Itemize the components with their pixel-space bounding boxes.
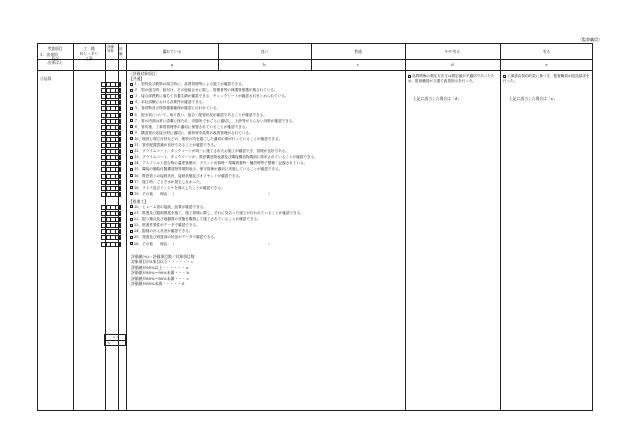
rating-boxes[interactable]	[101, 242, 121, 247]
checkbox-icon[interactable]	[130, 119, 133, 122]
checkbox-icon[interactable]	[130, 236, 133, 239]
percent-box: ａ ｂ ％	[104, 334, 126, 346]
check-item-label: 13．プライムコート、タックコートが、既設構造物表面及び隣接構造物端面に塗布されていることが確認できる。	[134, 155, 318, 160]
check-item[interactable]	[130, 113, 267, 118]
check-item[interactable]	[130, 235, 218, 240]
grade-letter-a: a	[170, 62, 174, 67]
check-item[interactable]	[130, 137, 282, 142]
check-item[interactable]	[130, 217, 261, 222]
checkbox-icon[interactable]	[130, 218, 133, 221]
section-common: 【共通】	[129, 76, 145, 81]
grade-label-a: 優れている	[162, 49, 182, 54]
check-item[interactable]	[130, 131, 253, 136]
rating-boxes[interactable]	[101, 131, 121, 136]
e-condition: 工事請負契約約款に基づき、監督職員が改造請求を行った。	[503, 74, 590, 83]
check-item[interactable]	[130, 106, 220, 111]
check-item-label: ９．構造管の応接分材に適切に、維持材を品質の改善管理がされている。	[134, 130, 253, 135]
rating-boxes[interactable]	[101, 167, 121, 172]
top-right-note: （監督職員）	[578, 37, 602, 42]
section-push: 【推進工】	[129, 198, 148, 204]
scoring-line: 評価値(%)＝評価項目数／対象項目数	[131, 253, 195, 259]
checkbox-icon[interactable]	[130, 162, 133, 165]
percent-sign: ％	[107, 341, 111, 345]
grade-letter-c: c	[356, 62, 360, 67]
d-condition: 品質関係の測定方法又は測定値が不適切であったため、監督職員が文書で改善指示を行った。	[408, 74, 495, 83]
check-item-label: 17．施工時、ごとで水が発生しなかった。	[134, 179, 204, 184]
checkbox-icon[interactable]	[130, 150, 133, 153]
e-checkbox[interactable]	[503, 75, 506, 78]
check-item[interactable]	[130, 149, 289, 154]
scoring-line: 評価値が80%～90%未満・・・ｂ	[131, 270, 190, 276]
checkbox-icon[interactable]	[130, 131, 133, 134]
check-item-label: 11．管布配置認識が良好であることが確認できる。	[134, 143, 218, 147]
check-item[interactable]	[130, 82, 245, 87]
check-item[interactable]	[130, 229, 192, 234]
check-item[interactable]	[130, 161, 307, 166]
grade-letter-b: b	[263, 62, 266, 67]
rating-boxes[interactable]	[101, 180, 121, 185]
rating-boxes[interactable]	[101, 174, 121, 179]
check-item-label: 19．その他 理由：（ ）	[134, 191, 272, 196]
header-eval-target: 評価対象	[107, 45, 114, 53]
scoring-line: 評価値が90%以上・・・・・・ａ	[131, 264, 189, 270]
scoring-line: 評価値が60%～80%未満・・・ｃ	[131, 275, 190, 281]
rating-boxes[interactable]	[101, 143, 121, 148]
check-item-label: 26．その他 理由：（ ）	[134, 241, 272, 246]
rating-boxes[interactable]	[101, 137, 121, 142]
check-item-label: ３．接合部鉄筋に落ちて各養生網が確認できる、チェックシートが確認されまとめられている。	[134, 94, 289, 99]
scoring-line: 対象項目が5項目以下・・・・・・ｃ	[131, 259, 195, 265]
grade-label-b: 良い	[260, 49, 269, 54]
check-item-label: 15．隣接の舗装付随構造物等規則表示、保守管理が適切に実施していることが確認できる。	[134, 167, 283, 172]
check-item-label: ４．本社試験における各要件が確認できる。	[134, 100, 206, 105]
grade-letter-d: d	[451, 62, 454, 67]
rating-boxes[interactable]	[101, 113, 121, 118]
check-item[interactable]	[130, 119, 296, 124]
header-item: 考査項目	[47, 46, 63, 51]
item-line1: ３．出来形	[39, 52, 58, 57]
checkbox-icon[interactable]	[130, 212, 133, 215]
checkbox-icon[interactable]	[130, 144, 133, 147]
check-item-label: ５．管切断及び保管養施確保が確認に行われている。	[134, 106, 221, 111]
rating-boxes[interactable]	[101, 235, 121, 240]
check-item[interactable]	[130, 192, 272, 197]
check-item-label: 16．既設管との接続状況、接続状態及びオフセットが確認できる。	[134, 173, 243, 178]
check-item-label: ７．管の内面は常に清潔に保たれ、各箇所で水ごとに適切し、土砂等が入らない対策が確認できる。	[134, 118, 296, 123]
rating-boxes[interactable]	[101, 217, 121, 222]
d-checkbox[interactable]	[408, 75, 411, 78]
rating-boxes[interactable]	[101, 205, 121, 210]
grade-letter-e: e	[545, 62, 548, 67]
check-item[interactable]	[130, 100, 206, 105]
grade-label-e: 劣る	[542, 49, 551, 54]
check-item-label: 10．埋設し埋立台材などの、埋設の所を過ごした適切の事が行っていることが確認できる。	[134, 136, 283, 141]
checkbox-icon[interactable]	[130, 180, 133, 183]
checkbox-icon[interactable]	[130, 137, 133, 140]
rating-boxes[interactable]	[101, 229, 121, 234]
rating-boxes[interactable]	[101, 100, 121, 105]
type-line2: 工事	[85, 56, 93, 61]
scoring-line: 評価値が60%未満・・・・・ｄ	[131, 281, 186, 287]
rating-boxes[interactable]	[101, 106, 121, 111]
item-line3: 出来ばえ	[47, 60, 63, 65]
e-note: 上記に該当した場合は「e」	[509, 96, 557, 101]
e-column-text	[503, 74, 591, 84]
rating-boxes[interactable]	[101, 211, 121, 216]
check-item[interactable]	[130, 174, 243, 179]
check-item-label: 21．推進及び掘削推進を施工、施工管理に際し、それに見合った施工が行われていることが確認できる。	[134, 211, 304, 215]
rating-boxes[interactable]	[101, 186, 121, 191]
check-item-label: １．型枠及び鉄筋の組立時に、品質管理等による施工が確認できる。	[134, 82, 246, 86]
sub-item-quality: ②品質	[40, 76, 52, 81]
d-column-text	[408, 74, 498, 84]
checkbox-icon[interactable]	[130, 224, 133, 227]
check-item[interactable]	[130, 167, 282, 172]
checkbox-icon[interactable]	[130, 83, 133, 86]
rating-boxes[interactable]	[101, 94, 121, 99]
check-item-label: 25．発進及び到達部の状況がデータで確認できる。	[134, 235, 218, 240]
check-item[interactable]	[130, 94, 288, 99]
header-type: 工 種	[83, 46, 95, 51]
checkbox-icon[interactable]	[130, 101, 133, 104]
d-note: 上記に該当した場合は「d」	[413, 96, 461, 101]
check-item[interactable]	[130, 143, 218, 148]
check-item[interactable]	[130, 211, 304, 216]
check-item-label: 14．アスファルト混合物の温度管理が、プラント出荷時・現場到着時・舗設時等で整理・記録されている。	[134, 161, 308, 166]
check-item-label: 22．掘り割点及び地盤面の状態を観測して施工されていることが確認できる。	[134, 217, 261, 222]
rating-boxes[interactable]	[101, 82, 121, 87]
item-line2: 及び	[51, 56, 59, 61]
checkbox-icon[interactable]	[130, 125, 133, 128]
type-line1: ＲＣ・ＰＣ	[79, 51, 99, 56]
check-item[interactable]	[130, 180, 203, 185]
header-eval-mark: 評価	[119, 47, 123, 56]
grade-label-d: やや劣る	[444, 49, 461, 54]
check-item[interactable]	[130, 186, 225, 191]
grade-label-c: 普通	[354, 49, 362, 54]
rating-boxes[interactable]	[101, 192, 121, 197]
rating-boxes[interactable]	[101, 223, 121, 228]
check-item-label: ６．配水管について、取り扱い、接合・配管状況が確認であることが確認できる。	[134, 112, 267, 117]
check-item[interactable]	[130, 223, 200, 228]
checkbox-icon[interactable]	[130, 107, 133, 110]
check-item-label: 23．推進作業性がデータで確認できる。	[134, 223, 200, 228]
check-item-label: ８．管布施、工事管管理等の適切に保管されていることが確認できる。	[134, 124, 249, 129]
checkbox-icon[interactable]	[130, 174, 133, 177]
checkbox-icon[interactable]	[130, 192, 133, 195]
rating-boxes[interactable]	[101, 155, 121, 160]
check-item-label: 24．掘削の出入状況が確認できる。	[134, 229, 193, 234]
check-item[interactable]	[130, 242, 272, 247]
rating-boxes[interactable]	[101, 119, 121, 124]
checkbox-icon[interactable]	[130, 95, 133, 98]
rating-boxes[interactable]	[101, 88, 121, 93]
eval-title: ［評価対象項目］	[129, 71, 160, 76]
checkbox-icon[interactable]	[130, 230, 133, 233]
check-item[interactable]	[130, 155, 318, 160]
check-item[interactable]	[130, 125, 249, 130]
check-item-label: 12．プライムコート、タックコートが均一に施工されたお施工が確認でき、管理が良好である。	[134, 149, 289, 154]
checkbox-icon[interactable]	[130, 242, 133, 245]
check-item-label: 20．ヒューム管の接続、品質が確認できる。	[134, 204, 207, 209]
checkbox-icon[interactable]	[130, 205, 133, 208]
rating-boxes[interactable]	[101, 125, 121, 130]
checkbox-icon[interactable]	[130, 89, 133, 92]
checkbox-icon[interactable]	[130, 113, 133, 116]
rating-boxes[interactable]	[101, 149, 121, 154]
checkbox-icon[interactable]	[130, 156, 133, 159]
checkbox-icon[interactable]	[130, 186, 133, 189]
check-item-label: 18．ライナ及びインジケを挿入したことが確認できる。	[134, 185, 225, 190]
check-item-label: ２．型の組立時、組付け、その他組合せに際し、管理者等の保護材保護が施されている。	[134, 88, 278, 93]
check-item[interactable]	[130, 88, 278, 93]
rating-boxes[interactable]	[101, 161, 121, 166]
check-item[interactable]	[130, 205, 207, 210]
checkbox-icon[interactable]	[130, 168, 133, 171]
